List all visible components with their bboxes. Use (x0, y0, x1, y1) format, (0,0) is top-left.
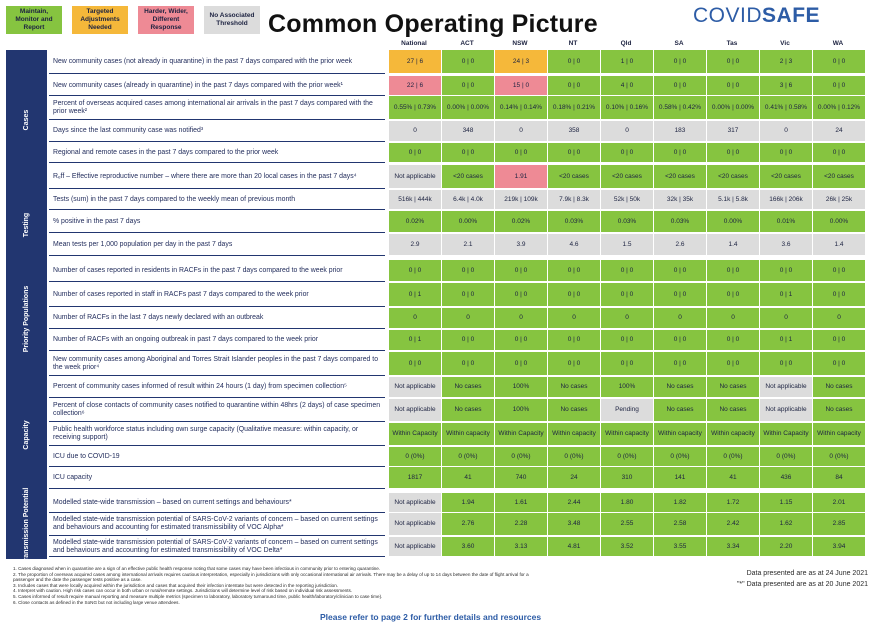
cell-national: Not applicable (388, 377, 441, 398)
cell-nt: 0 (547, 308, 600, 329)
cell-sa: 2.58 (653, 513, 706, 536)
cell-nt: 358 (547, 121, 600, 142)
row-label: Modelled state-wide transmission – based on current settings and behaviours* (49, 493, 385, 513)
row-label: ICU capacity (49, 467, 385, 489)
cell-sa: 0 | 0 (653, 283, 706, 307)
cell-nt: 0 | 0 (547, 76, 600, 96)
cell-act: 0 | 0 (441, 76, 494, 96)
cell-tas: 0 | 0 (706, 143, 759, 163)
table-row (49, 447, 866, 467)
cell-national: 0 | 1 (388, 330, 441, 351)
cell-vic: 2 | 3 (759, 50, 812, 74)
cell-qld: Pending (600, 399, 653, 422)
cell-act: 0 | 0 (441, 330, 494, 351)
cell-qld: 0 | 0 (600, 260, 653, 282)
column-header-sa: SA (674, 40, 684, 47)
cell-tas: No cases (706, 377, 759, 398)
table-row (49, 537, 866, 557)
table-row (49, 352, 866, 376)
cell-qld: 2.55 (600, 513, 653, 536)
cell-sa: 0 | 0 (653, 76, 706, 96)
table-row (49, 143, 866, 163)
cell-tas: 2.42 (706, 513, 759, 536)
logo-part-2: SAFE (762, 4, 821, 27)
cell-wa: 0 | 0 (812, 76, 865, 96)
cell-wa: 3.94 (812, 537, 865, 557)
cell-national: 0 | 0 (388, 143, 441, 163)
cell-act: 1.94 (441, 493, 494, 513)
cell-wa: 0 (812, 308, 865, 329)
cell-vic: 0.41% | 0.58% (759, 96, 812, 120)
cell-qld: 0 | 0 (600, 283, 653, 307)
cell-qld: 0 (600, 308, 653, 329)
section-label: Transmission Potential (22, 487, 30, 565)
cell-national: 0 (388, 121, 441, 142)
cell-vic: 166k | 206k (759, 190, 812, 210)
cell-national: Within Capacity (388, 423, 441, 446)
cell-national: 1817 (388, 467, 441, 489)
cell-nt: <20 cases (547, 165, 600, 189)
cell-tas: Within capacity (706, 423, 759, 446)
cell-vic: 0 | 1 (759, 283, 812, 307)
cell-nt: 0 | 0 (547, 352, 600, 376)
cell-nt: 0 | 0 (547, 283, 600, 307)
cell-sa: Within capacity (653, 423, 706, 446)
cell-nsw: 2.28 (494, 513, 547, 536)
cell-nsw: 0 (494, 121, 547, 142)
cell-tas: 0 | 0 (706, 283, 759, 307)
cell-nt: 0 (0%) (547, 447, 600, 467)
cell-nsw: 100% (494, 377, 547, 398)
cell-tas: 1.4 (706, 234, 759, 256)
cell-national: Not applicable (388, 399, 441, 422)
cell-vic: 0 (759, 121, 812, 142)
legend-grey: No Associated Threshold (204, 6, 260, 34)
cell-sa: 3.55 (653, 537, 706, 557)
cell-national: Not applicable (388, 513, 441, 536)
cell-qld: 310 (600, 467, 653, 489)
cell-nsw: 1.61 (494, 493, 547, 513)
row-label: Mean tests per 1,000 population per day in the past 7 days (49, 234, 385, 256)
cell-wa: No cases (812, 399, 865, 422)
logo-part-1: COVID (693, 4, 763, 27)
table-row (49, 50, 866, 74)
cell-sa: 0 | 0 (653, 143, 706, 163)
row-label: Modelled state-wide transmission potential of SARS-CoV-2 variants of concern – based on current settings and behaviours and accounting for estimated transmissibility of VOC Alpha* (49, 513, 385, 536)
cell-sa: 0.03% (653, 211, 706, 233)
row-label: Public health workforce status including own surge capacity (Qualitative measure: within capacity, or receiving support) (49, 423, 385, 446)
cell-nsw: 15 | 0 (494, 76, 547, 96)
cell-sa: 0 | 0 (653, 352, 706, 376)
cell-national: 0 (388, 308, 441, 329)
footnotes (13, 566, 533, 605)
cell-qld: Within capacity (600, 423, 653, 446)
table-row (49, 513, 866, 536)
row-label: ICU due to COVID-19 (49, 447, 385, 467)
cell-wa: 0 | 0 (812, 50, 865, 74)
cell-nt: 7.9k | 8.3k (547, 190, 600, 210)
footnote: 6. Close contacts as defined in the SoNG but not including large venue attendees. (13, 599, 180, 605)
cell-act: Within capacity (441, 423, 494, 446)
cell-sa: 32k | 35k (653, 190, 706, 210)
table-row (49, 377, 866, 398)
section-label: Cases (22, 109, 30, 131)
cell-vic: Not applicable (759, 399, 812, 422)
cell-act: 2.1 (441, 234, 494, 256)
cell-nt: 0 | 0 (547, 260, 600, 282)
cell-nsw: 0 | 0 (494, 143, 547, 163)
cell-nt: 4.6 (547, 234, 600, 256)
cell-qld: 1.5 (600, 234, 653, 256)
legend-orange: Targeted Adjustments Needed (72, 6, 128, 34)
cell-qld: 0 (600, 121, 653, 142)
table-row (49, 211, 866, 233)
cell-nsw: 0 (0%) (494, 447, 547, 467)
table-row (49, 467, 866, 489)
cell-tas: 0 | 0 (706, 352, 759, 376)
cell-tas: 0.00% | 0.00% (706, 96, 759, 120)
cell-sa: 0.58% | 0.42% (653, 96, 706, 120)
page-title: Common Operating Picture (268, 10, 598, 38)
column-header-nt: NT (568, 40, 578, 47)
cell-wa: 0 (0%) (812, 447, 865, 467)
cell-wa: 0.00% (812, 211, 865, 233)
cell-wa: 0 | 0 (812, 143, 865, 163)
cell-vic: 3 | 6 (759, 76, 812, 96)
cell-tas: 41 (706, 467, 759, 489)
cell-tas: 317 (706, 121, 759, 142)
cell-qld: 0.03% (600, 211, 653, 233)
cell-sa: No cases (653, 399, 706, 422)
row-label: New community cases among Aboriginal and Torres Strait Islander peoples in the past 7 days compared to the week prior⁴ (49, 352, 385, 376)
row-label: Number of RACFs with an ongoing outbreak in past 7 days compared to the week prior (49, 330, 385, 351)
cell-act: 6.4k | 4.0k (441, 190, 494, 210)
cell-vic: Not applicable (759, 377, 812, 398)
section-cases (6, 50, 47, 190)
section-transmission-potential (6, 487, 47, 565)
footnote: 5. Cases informed of result require manual reporting and measure multiple metrics (specimen to laboratory, laboratory turnaround time, public health/laboratory/clinician to case time). (13, 593, 383, 599)
legend-green: Maintain, Monitor and Report (6, 6, 62, 34)
legend (6, 6, 270, 34)
cell-national: Not applicable (388, 165, 441, 189)
cell-sa: 0 (0%) (653, 447, 706, 467)
row-label: New community cases (already in quarantine) in the past 7 days compared with the prior week¹ (49, 76, 385, 96)
date-note-1: Data presented are as at 24 June 2021 (746, 570, 868, 577)
cell-act: <20 cases (441, 165, 494, 189)
table-row (49, 308, 866, 329)
cell-nsw: Within Capacity (494, 423, 547, 446)
footnote: 4. Interpret with caution. High risk cases can occur in both urban or rural/remote settings. Jurisdictions will determine level of risk based on individual risk assessments. (13, 588, 353, 594)
date-note-2: "*" Data presented are as at 20 June 2021 (736, 581, 868, 588)
cell-sa: 183 (653, 121, 706, 142)
cell-vic: 1.15 (759, 493, 812, 513)
row-label: Modelled state-wide transmission potential of SARS-CoV-2 variants of concern – based on current settings and behaviours and accounting for estimated transmissibility of VOC Delta* (49, 537, 385, 557)
cell-wa: 2.85 (812, 513, 865, 536)
table-row (49, 399, 866, 422)
cell-nt: 0.03% (547, 211, 600, 233)
column-header-act: ACT (460, 40, 474, 47)
cell-nsw: 0 | 0 (494, 283, 547, 307)
cell-vic: 0 (759, 308, 812, 329)
column-header-wa: WA (832, 40, 844, 47)
cell-sa: 141 (653, 467, 706, 489)
cell-wa: 84 (812, 467, 865, 489)
table-row (49, 283, 866, 307)
cell-tas: 0.00% (706, 211, 759, 233)
row-label: Percent of community cases informed of result within 24 hours (1 day) from specimen collection⁵ (49, 377, 385, 398)
cell-vic: 0 | 0 (759, 352, 812, 376)
cell-national: Not applicable (388, 493, 441, 513)
cell-national: 22 | 6 (388, 76, 441, 96)
cell-act: 0 | 0 (441, 260, 494, 282)
table-row (49, 234, 866, 256)
table-row (49, 165, 866, 189)
cell-qld: <20 cases (600, 165, 653, 189)
cell-national: 516k | 444k (388, 190, 441, 210)
cell-nsw: 740 (494, 467, 547, 489)
row-label: New community cases (not already in quarantine) in the past 7 days compared with the prior week (49, 50, 385, 74)
table-row (49, 260, 866, 282)
cell-qld: 52k | 50k (600, 190, 653, 210)
row-label: Tests (sum) in the past 7 days compared to the weekly mean of previous month (49, 190, 385, 210)
cell-qld: 0 | 0 (600, 330, 653, 351)
cell-national: 0 | 1 (388, 283, 441, 307)
covidsafe-logo (693, 4, 820, 28)
cell-nsw: 100% (494, 399, 547, 422)
cell-act: 3.60 (441, 537, 494, 557)
table-row (49, 121, 866, 142)
cell-vic: Within Capacity (759, 423, 812, 446)
cell-wa: 0.00% | 0.12% (812, 96, 865, 120)
cell-wa: 1.4 (812, 234, 865, 256)
cell-act: No cases (441, 399, 494, 422)
cell-qld: 3.52 (600, 537, 653, 557)
cell-national: Not applicable (388, 537, 441, 557)
table-row (49, 96, 866, 120)
row-label: % positive in the past 7 days (49, 211, 385, 233)
cell-wa: 24 (812, 121, 865, 142)
cell-sa: No cases (653, 377, 706, 398)
cell-sa: 0 | 0 (653, 50, 706, 74)
row-label: Number of RACFs in the last 7 days newly declared with an outbreak (49, 308, 385, 329)
cell-wa: 0 | 0 (812, 283, 865, 307)
cell-national: 0.55% | 0.73% (388, 96, 441, 120)
column-header-national: National (401, 40, 427, 47)
legend-red: Harder, Wider, Different Response (138, 6, 194, 34)
table-row (49, 76, 866, 96)
column-header-tas: Tas (726, 40, 738, 47)
row-label: Regional and remote cases in the past 7 days compared to the prior week (49, 143, 385, 163)
cell-vic: 0 | 0 (759, 143, 812, 163)
cell-vic: 3.6 (759, 234, 812, 256)
row-label: Percent of close contacts of community cases notified to quarantine within 48hrs (2 days) of case specimen collection⁶ (49, 399, 385, 422)
row-label: Number of cases reported in residents in RACFs in the past 7 days compared to the week prior (49, 260, 385, 282)
cell-qld: 0 | 0 (600, 143, 653, 163)
cell-nsw: 219k | 109k (494, 190, 547, 210)
cell-vic: 2.20 (759, 537, 812, 557)
cell-nt: 0 | 0 (547, 143, 600, 163)
cell-qld: 1 | 0 (600, 50, 653, 74)
cell-tas: 0 | 0 (706, 330, 759, 351)
cell-wa: <20 cases (812, 165, 865, 189)
cell-tas: No cases (706, 399, 759, 422)
cell-wa: 0 | 0 (812, 260, 865, 282)
cell-vic: 0 (0%) (759, 447, 812, 467)
cell-act: 348 (441, 121, 494, 142)
cell-act: 0 | 0 (441, 283, 494, 307)
footnote: 1. Cases diagnosed when in quarantine are a sign of an effective public health response noting that some cases may have been infectious in community prior to entering quarantine. (13, 566, 381, 571)
section-testing (6, 190, 47, 260)
cell-nsw: 1.91 (494, 165, 547, 189)
cell-act: 0 | 0 (441, 352, 494, 376)
cell-national: 0 | 0 (388, 260, 441, 282)
section-priority-populations (6, 260, 47, 377)
table-row (49, 423, 866, 446)
cell-qld: 0 | 0 (600, 352, 653, 376)
cell-nsw: 0 | 0 (494, 330, 547, 351)
cell-sa: <20 cases (653, 165, 706, 189)
cell-tas: 0 | 0 (706, 260, 759, 282)
refer-note: Please refer to page 2 for further details and resources (320, 612, 542, 622)
cell-tas: 0 (0%) (706, 447, 759, 467)
cell-nsw: 3.13 (494, 537, 547, 557)
cell-wa: 0 | 0 (812, 352, 865, 376)
section-label: Testing (22, 212, 30, 238)
cell-tas: 0 (706, 308, 759, 329)
cell-nsw: 3.9 (494, 234, 547, 256)
cell-wa: 0 | 0 (812, 330, 865, 351)
cell-nt: Within capacity (547, 423, 600, 446)
footnote: 3. Includes cases that were locally acquired within the jurisdiction and cases that acquired their infection interstate but were detected in the reporting jurisdiction. (13, 582, 339, 588)
cell-nt: 2.44 (547, 493, 600, 513)
section-label: Capacity (22, 420, 30, 450)
cell-sa: 1.82 (653, 493, 706, 513)
cell-nsw: 0 | 0 (494, 352, 547, 376)
cell-vic: 1.62 (759, 513, 812, 536)
footnote: 2. The proportion of overseas acquired cases among international arrivals requires cautious interpretation, especially in jurisdictions with only occasional international air arrivals. There may be a delay of up to 14 days between the date of flight arrival for a passenger and the date the passenger tests positive as a case. (13, 571, 529, 583)
cell-act: 0 | 0 (441, 50, 494, 74)
cell-qld: 1.80 (600, 493, 653, 513)
cell-vic: 0 | 0 (759, 260, 812, 282)
column-header-vic: Vic (780, 40, 790, 47)
cell-act: 2.76 (441, 513, 494, 536)
cell-wa: No cases (812, 377, 865, 398)
cell-nt: No cases (547, 399, 600, 422)
cell-nt: 3.48 (547, 513, 600, 536)
cell-tas: 5.1k | 5.8k (706, 190, 759, 210)
cell-sa: 0 | 0 (653, 260, 706, 282)
cell-qld: 100% (600, 377, 653, 398)
section-capacity (6, 377, 47, 493)
cell-wa: 2.01 (812, 493, 865, 513)
cell-national: 0 | 0 (388, 352, 441, 376)
table-row (49, 330, 866, 351)
cell-tas: 0 | 0 (706, 50, 759, 74)
cell-act: No cases (441, 377, 494, 398)
cell-tas: 0 | 0 (706, 76, 759, 96)
cell-act: 0.00% (441, 211, 494, 233)
cell-qld: 4 | 0 (600, 76, 653, 96)
cell-wa: Within capacity (812, 423, 865, 446)
cell-nt: 0 | 0 (547, 50, 600, 74)
cell-nt: 4.81 (547, 537, 600, 557)
cell-nsw: 0.14% | 0.14% (494, 96, 547, 120)
cell-sa: 0 (653, 308, 706, 329)
cell-national: 0.02% (388, 211, 441, 233)
cell-nt: 24 (547, 467, 600, 489)
cell-national: 0 (0%) (388, 447, 441, 467)
cell-act: 0 | 0 (441, 143, 494, 163)
row-label: Days since the last community case was notified³ (49, 121, 385, 142)
cell-qld: 0 (0%) (600, 447, 653, 467)
column-header-nsw: NSW (512, 40, 528, 47)
row-label: Number of cases reported in staff in RACFs past 7 days compared to the week prior (49, 283, 385, 307)
table-row (49, 493, 866, 513)
cell-act: 41 (441, 467, 494, 489)
cell-nsw: 0 | 0 (494, 260, 547, 282)
column-header-qld: Qld (620, 40, 632, 47)
cell-nt: No cases (547, 377, 600, 398)
cell-vic: 0 | 1 (759, 330, 812, 351)
cell-nt: 0 | 0 (547, 330, 600, 351)
cell-national: 2.9 (388, 234, 441, 256)
cell-qld: 0.10% | 0.16% (600, 96, 653, 120)
cell-vic: 436 (759, 467, 812, 489)
cell-vic: 0.01% (759, 211, 812, 233)
cell-nt: 0.18% | 0.21% (547, 96, 600, 120)
cell-sa: 0 | 0 (653, 330, 706, 351)
cell-tas: <20 cases (706, 165, 759, 189)
cell-tas: 3.34 (706, 537, 759, 557)
cell-vic: <20 cases (759, 165, 812, 189)
cell-act: 0 (441, 308, 494, 329)
cell-national: 27 | 6 (388, 50, 441, 74)
cell-sa: 2.6 (653, 234, 706, 256)
cell-wa: 26k | 25k (812, 190, 865, 210)
cell-nsw: 0.02% (494, 211, 547, 233)
cell-act: 0 (0%) (441, 447, 494, 467)
cell-tas: 1.72 (706, 493, 759, 513)
row-label: Percent of overseas acquired cases among international air arrivals in the past 7 days compared with the prior week² (49, 96, 385, 120)
row-label: Rₑff – Effective reproductive number – where there are more than 20 local cases in the past 7 days⁴ (49, 165, 385, 189)
section-label: Priority Populations (22, 285, 30, 352)
table-row (49, 190, 866, 210)
cell-nsw: 0 (494, 308, 547, 329)
cell-nsw: 24 | 3 (494, 50, 547, 74)
cell-act: 0.00% | 0.00% (441, 96, 494, 120)
